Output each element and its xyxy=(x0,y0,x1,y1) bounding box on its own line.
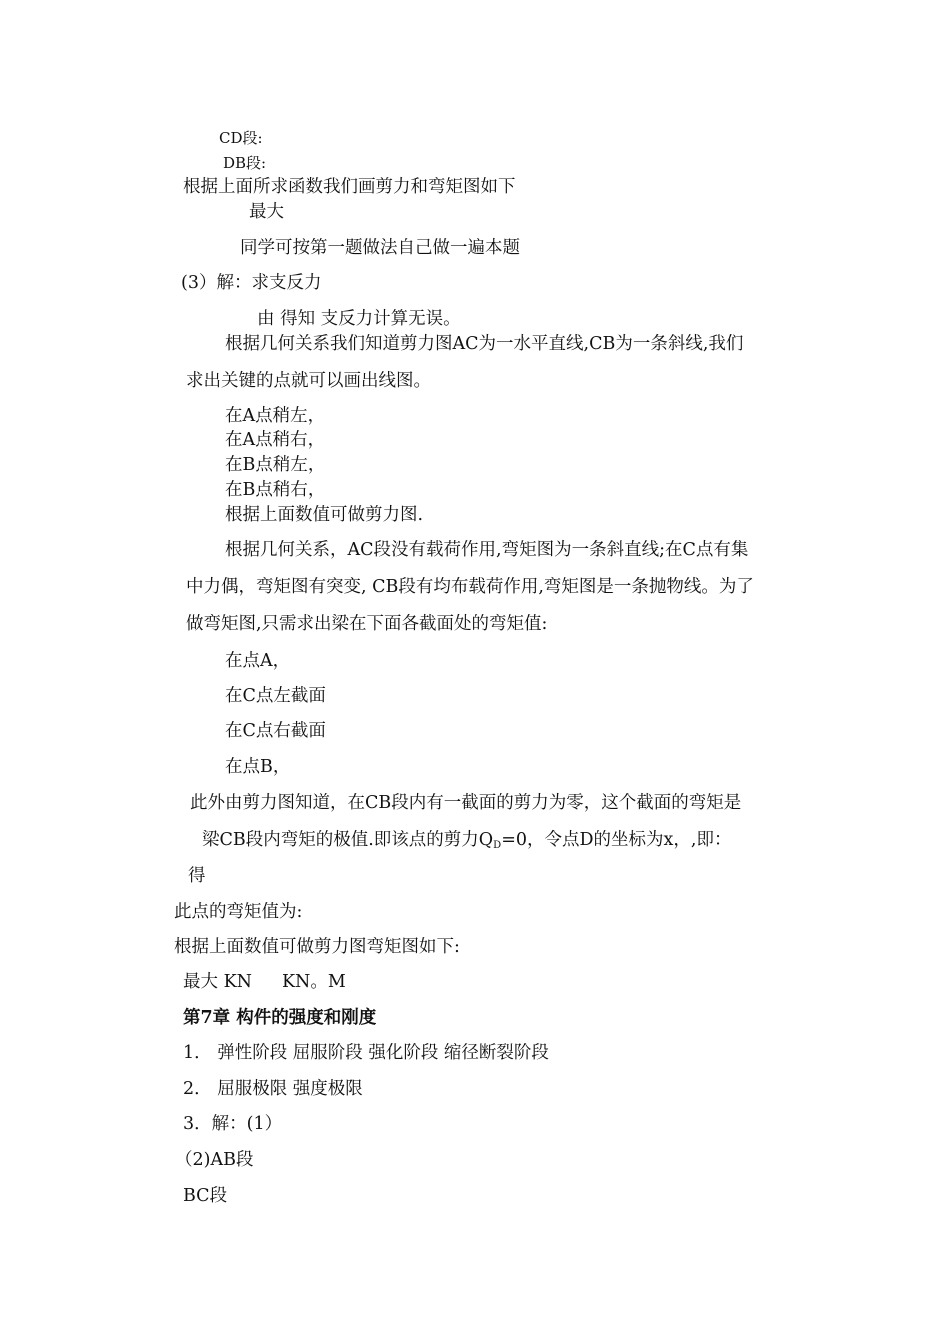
text-line: 根据上面数值可做剪力图. xyxy=(225,505,424,525)
text-line: 在点A， xyxy=(225,651,291,671)
text-line: BC段 xyxy=(183,1186,228,1206)
text-line: 同学可按第一题做法自己做一遍本题 xyxy=(240,238,520,258)
text-line: 由 得知 支反力计算无误。 xyxy=(257,309,461,329)
text-span: 最大 KN xyxy=(183,972,252,992)
text-span: 梁CB段内弯矩的极值.即该点的剪力Q xyxy=(202,830,494,850)
text-line: 在B点稍右， xyxy=(225,480,326,500)
text-line: 做弯矩图,只需求出梁在下面各截面处的弯矩值: xyxy=(186,614,548,634)
text-line-cd-segment: CD段: xyxy=(219,129,263,147)
list-item: 3．解：(1） xyxy=(183,1114,283,1134)
text-span: KN。M xyxy=(281,972,346,992)
text-line: 在A点稍左， xyxy=(225,406,326,426)
list-item: 2． 屈服极限 强度极限 xyxy=(183,1079,363,1099)
chapter-heading: 第7章 构件的强度和刚度 xyxy=(183,1008,377,1028)
text-line: 此外由剪力图知道，在CB段内有一截面的剪力为零，这个截面的弯矩是 xyxy=(190,793,742,813)
text-line: 求出关键的点就可以画出线图。 xyxy=(186,371,431,391)
text-line: 在点B， xyxy=(225,757,291,777)
text-line xyxy=(202,829,731,857)
text-span: =0，令点D的坐标为x，,即： xyxy=(501,830,732,850)
text-line-db-segment: DB段: xyxy=(223,154,267,172)
text-line: 根据上面数值可做剪力图弯矩图如下: xyxy=(174,937,460,957)
text-line: 在A点稍右， xyxy=(225,430,326,450)
subscript-d: D xyxy=(493,840,502,851)
text-line: 根据几何关系，AC段没有载荷作用,弯矩图为一条斜直线;在C点有集 xyxy=(225,540,749,560)
text-line: 最大 xyxy=(249,202,284,222)
text-line: （2)AB段 xyxy=(175,1150,254,1170)
text-line: 在C点左截面 xyxy=(225,686,326,706)
text-line xyxy=(183,971,346,993)
text-line: 根据上面所求函数我们画剪力和弯矩图如下 xyxy=(183,177,516,197)
text-line: 在B点稍左， xyxy=(225,455,326,475)
list-item: 1． 弹性阶段 屈服阶段 强化阶段 缩径断裂阶段 xyxy=(183,1043,549,1063)
text-line: 得 xyxy=(188,866,206,886)
text-line: 根据几何关系我们知道剪力图AC为一水平直线,CB为一条斜线,我们 xyxy=(225,334,744,354)
text-line: 此点的弯矩值为: xyxy=(174,902,303,922)
text-line: 中力偶，弯矩图有突变, CB段有均布载荷作用,弯矩图是一条抛物线。为了 xyxy=(186,577,754,597)
text-line: 在C点右截面 xyxy=(225,721,326,741)
text-line: (3）解：求支反力 xyxy=(181,273,322,293)
